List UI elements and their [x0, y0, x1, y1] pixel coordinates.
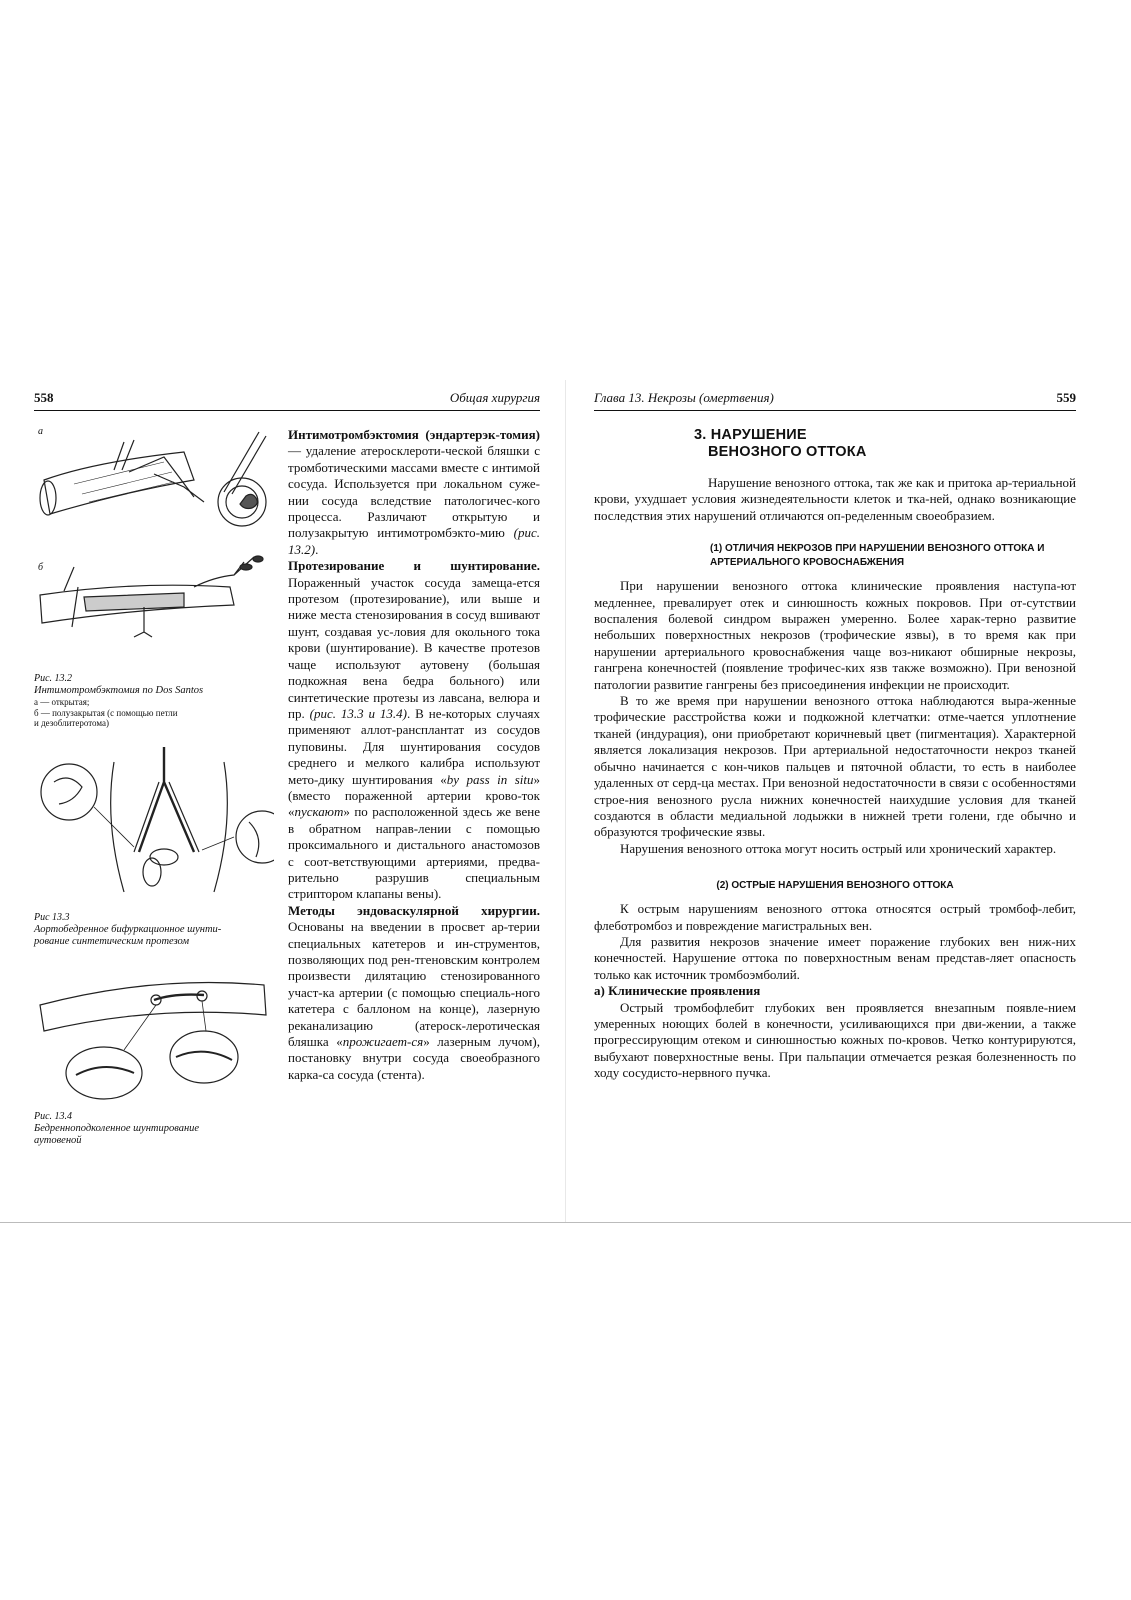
left-header-rule	[34, 410, 540, 411]
figure-13-3-label: Рис 13.3	[34, 912, 70, 923]
figure-13-2-title: Интимотромбэктомия по Dos Santos	[34, 685, 204, 696]
section-title: 3. НАРУШЕНИЕ ВЕНОЗНОГО ОТТОКА	[694, 427, 867, 460]
figure-13-2-note-1: а — открытая;	[34, 697, 90, 707]
paragraph-differences: При нарушении венозного оттока клинические проявления наступа-ют медленнее, превалирует отек и синюшность кожных покровов. При от-сутствии воспаления болевой синдром выражен умеренно. Более харак-терно развитие небольших поверхностных некрозов (трофические язвы), в то время как при нарушении артериального кровоснабжения чаще воз-никают обширные некрозы, гангрена конечностей (появление трофичес-ких язв также возможно). При венозной патологии развитие гангрены без присоединения инфекции не происходит.	[594, 578, 1076, 692]
paragraph-intro: Нарушение венозного оттока, так же как и притока ар-териальной крови, ухудшает условия жизнедеятельности клеток и тка-ней, однако возникающие последствия этих нарушений отличаются оп-ределенным своеобразием.	[594, 475, 1076, 523]
subsection-1-title: (1) ОТЛИЧИЯ НЕКРОЗОВ ПРИ НАРУШЕНИИ ВЕНОЗНОГО ОТТОКА И АРТЕРИАЛЬНОГО КРОВОСНАБЖЕНИЯ	[710, 543, 1045, 569]
subsection-2-title: (2) ОСТРЫЕ НАРУШЕНИЯ ВЕНОЗНОГО ОТТОКА	[716, 880, 954, 892]
figure-13-3-title-1: Аортобедренное бифуркационное шунти-	[34, 924, 222, 935]
scan-bottom-edge	[0, 1222, 1131, 1223]
paragraph-deep-veins: Для развития некрозов значение имеет поражение глубоких вен ниж-них конечностей. Нарушение оттока по поверхностным венам представ-ляет опасность только как источник тромбоэмболий.	[594, 933, 1076, 982]
figure-13-2-note-3: и дезоблитеротома)	[34, 718, 109, 728]
figure-label-a: а	[38, 426, 43, 437]
figure-13-3	[34, 742, 274, 948]
figure-13-4-title-1: Бедренноподколенное шунтирование	[34, 1123, 200, 1134]
page-gutter	[565, 380, 566, 1222]
intimothrombectomy-semiclosed-illustration	[34, 547, 274, 657]
intimothrombectomy-open-illustration	[34, 422, 274, 532]
paragraph-endovascular: Методы эндоваскулярной хирургии. Основаны на введении в просвет ар-терии специальных катетеров и ин-струментов, позволяющих под рен-тгеновским контролем произвести дилятацию стенозированного участ-ка артерии (с помощью специаль-ного катетера с баллоном на конце), лазерную реканализацию (атероск-леротическая бляшка «прожигает-ся» лазерным лучом), постановку внутри сосуда своеобразного карка-са сосуда (стента).	[288, 902, 540, 1082]
right-running-title: Глава 13. Некрозы (омертвения)	[594, 390, 774, 405]
right-page-number: 559	[1056, 390, 1076, 405]
figure-13-2	[34, 422, 274, 729]
figure-13-2-label: Рис. 13.2	[34, 673, 73, 684]
paragraph-clinical: Острый тромбофлебит глубоких вен проявляется внезапным появле-нием умеренных ноющих болей в конечности, усиливающихся при дви-жении, а также прогрессирующим отеком и синюшностью кожных по-кровов. Четко контурируются, выбухают поверхностные вены. При пальпации отмечается резкая болезненность по ходу сосудисто-нервного пучка.	[594, 999, 1076, 1081]
figure-13-4	[34, 965, 274, 1147]
figure-13-4-title-2: аутовеной	[34, 1135, 82, 1146]
figure-13-4-label: Рис. 13.4	[34, 1111, 73, 1122]
left-text-column	[288, 427, 540, 1083]
paragraph-prosthetics: Протезирование и шунтирование. Пораженный участок сосуда замеща-ется протезом (протезирование), или выше и ниже места стенозирования в сосуд вшивают шунт, создавая ус-ловия для окольного тока крови (шунтирование). В качестве протезов чаще используют аутовену (большая подкожная вена бедра больного) или синтетические протезы из лавсана, велюра и пр. (рис. 13.3 и 13.4). В не-которых случаях применяют аллот-рансплантат из сосудов пуповины. Для шунтирования сосудов среднего и мелкого калибра используют мето-дику шунтирования «by pass in situ» (вместо пораженной артерии крово-ток «пускают» по расположенной здесь же вене в обратном направ-лении с помощью проксимального и дистального анастомозов с соот-ветствующими артериями, предва-рительно разрушив специальным стриптором клапаны вены).	[288, 558, 540, 902]
left-page-number: 558	[34, 390, 54, 405]
paragraph-acute-types: К острым нарушениям венозного оттока относятся острый тромбоф-лебит, флеботромбоз и повреждение магистральных вен.	[594, 901, 1076, 933]
paragraph-trophic: В то же время при нарушении венозного оттока наблюдаются выра-женные трофические расстройства кожи и подкожной клетчатки: отме-чается уплотнение тканей (индурация), они приобретают коричневый цвет (пигментация). Характерной является локализация некрозов. При артериальной недостаточности некроз тканей обычно начинается с кон-чиков пальцев и пяточной области, то есть в наиболее удаленных от серд-ца местах. При венозной недостаточности в связи с особенностями строе-ния венозного русла нижних конечностей наихудшие условия для тканей создаются в области медиальной лодыжки в нижней трети голени, где обычно и образуются трофические язвы.	[594, 693, 1076, 840]
right-text-column	[594, 427, 1076, 1082]
left-running-title: Общая хирургия	[449, 390, 540, 405]
femoropopliteal-bypass-illustration	[34, 965, 274, 1105]
aortofemoral-bypass-illustration	[34, 742, 274, 902]
figure-label-b: б	[38, 562, 44, 573]
figure-13-3-title-2: рование синтетическим протезом	[34, 936, 190, 947]
paragraph-acute-or-chronic: Нарушения венозного оттока могут носить острый или хронический характер.	[620, 840, 1057, 856]
paragraph-intimothrombectomy: Интимотромбэктомия (эндартерэк-томия) — удаление атеросклероти-ческой бляшки с тромботическими массами вместе с интимой сосуда. Используется при локальном суже-нии сосуда вследствие патологичес-кого процесса. Различают открытую и полузакрытую интимотромбэкто-мию (рис. 13.2).	[288, 427, 540, 557]
subsection-clinical-title: а) Клинические проявления	[594, 983, 761, 999]
figure-13-2-note-2: б — полузакрытая (с помощью петли	[34, 707, 178, 718]
right-header-rule	[594, 410, 1076, 411]
